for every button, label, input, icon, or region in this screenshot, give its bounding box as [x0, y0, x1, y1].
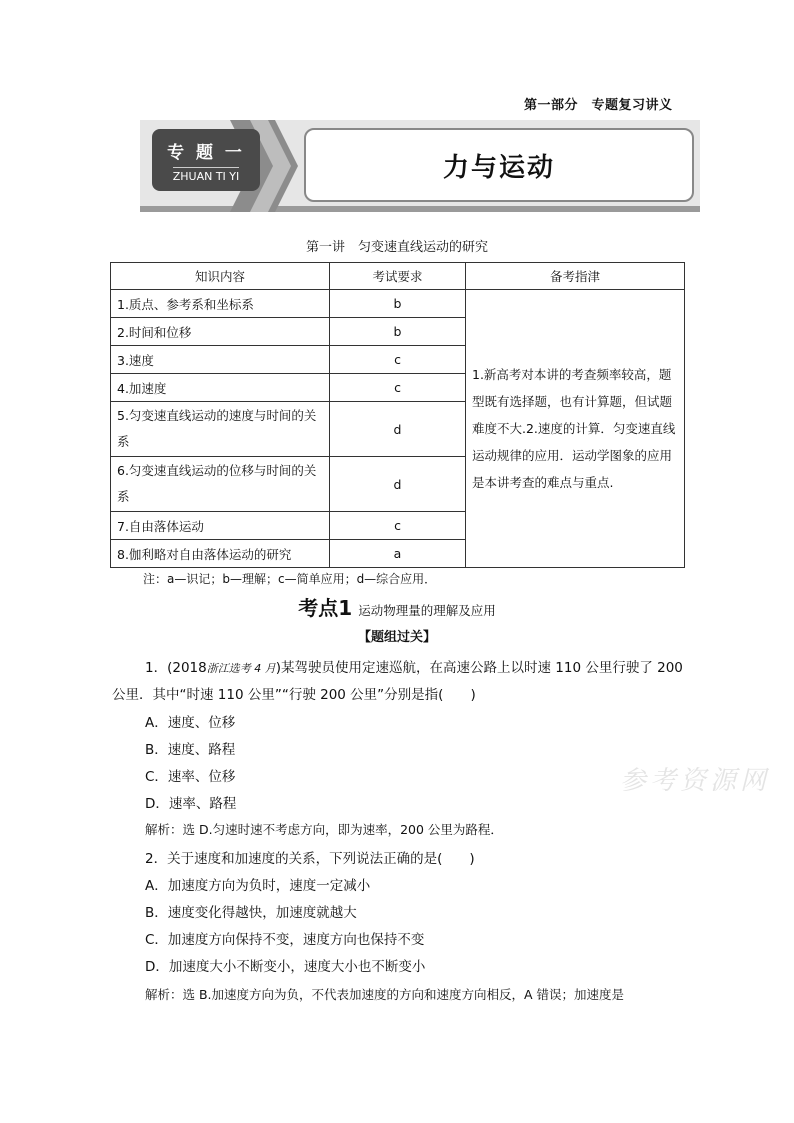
row-requirement: b	[330, 318, 466, 346]
row-requirement: d	[330, 402, 466, 457]
q1-source: 浙江选考 4 月	[206, 662, 276, 675]
badge-title: 专 题 一	[167, 143, 245, 163]
row-topic: 6.匀变速直线运动的位移与时间的关系	[111, 457, 330, 512]
q2-option-b: B．速度变化得越快，加速度就越大	[145, 905, 357, 921]
table-row	[111, 290, 685, 318]
row-topic: 4.加速度	[111, 374, 330, 402]
header-guide: 备考指津	[466, 263, 685, 290]
row-topic: 2.时间和位移	[111, 318, 330, 346]
row-topic: 8.伽利略对自由落体运动的研究	[111, 540, 330, 568]
topic-badge	[152, 129, 260, 191]
guide-cell: 1.新高考对本讲的考查频率较高，题型既有选择题，也有计算题，但试题难度不大.2.速度的计算．匀变速直线运动规律的应用．运动学图象的应用是本讲考查的难点与重点.	[466, 290, 685, 568]
q1-analysis: 解析：选 D.匀速时速不考虑方向，即为速率，200 公里为路程．	[145, 822, 503, 837]
row-topic: 3.速度	[111, 346, 330, 374]
row-topic: 5.匀变速直线运动的速度与时间的关系	[111, 402, 330, 457]
knowledge-table	[110, 262, 685, 568]
q2-stem: 2．关于速度和加速度的关系，下列说法正确的是( )	[145, 851, 475, 867]
row-requirement: c	[330, 374, 466, 402]
group-title: 【题组过关】	[357, 630, 436, 645]
row-requirement: d	[330, 457, 466, 512]
row-topic: 7.自由落体运动	[111, 512, 330, 540]
q2-option-d: D．加速度大小不断变小，速度大小也不断变小	[145, 959, 426, 975]
q1-option-a: A．速度、位移	[145, 715, 236, 731]
section-header: 第一部分 专题复习讲义	[524, 98, 673, 113]
q1-option-c: C．速率、位移	[145, 769, 236, 785]
row-requirement: c	[330, 346, 466, 374]
q1-option-d: D．速率、路程	[145, 796, 237, 812]
row-requirement: b	[330, 290, 466, 318]
row-topic: 1.质点、参考系和坐标系	[111, 290, 330, 318]
table-note: 注：a—识记；b—理解；c—简单应用；d—综合应用．	[143, 572, 437, 586]
q1-prefix: 1．(2018	[145, 660, 207, 676]
kaodian-number: 1	[338, 596, 353, 620]
row-requirement: c	[330, 512, 466, 540]
kaodian-heading	[0, 592, 794, 621]
q1-line1-rest: )某驾驶员使用定速巡航，在高速公路上以时速 110 公里行驶了 200	[275, 660, 683, 676]
header-topic: 知识内容	[111, 263, 330, 290]
page-title: 力与运动	[304, 128, 694, 202]
table-header-row	[111, 263, 685, 290]
header-requirement: 考试要求	[330, 263, 466, 290]
lecture-title: 第一讲 匀变速直线运动的研究	[305, 240, 488, 255]
watermark: 参考资源网	[620, 766, 771, 796]
kaodian-label: 考点	[298, 596, 339, 620]
q2-option-a: A．加速度方向为负时，速度一定减小	[145, 878, 371, 894]
kaodian-title: 运动物理量的理解及应用	[358, 603, 496, 618]
q1-option-b: B．速度、路程	[145, 742, 236, 758]
badge-subtitle: ZHUAN TI YI	[173, 167, 240, 183]
q2-option-c: C．加速度方向保持不变，速度方向也保持不变	[145, 932, 425, 948]
q1-line2: 公里．其中“时速 110 公里”“行驶 200 公里”分别是指( )	[112, 687, 476, 703]
q2-analysis: 解析：选 B.加速度方向为负，不代表加速度的方向和速度方向相反，A 错误；加速度是	[145, 987, 625, 1002]
row-requirement: a	[330, 540, 466, 568]
q1-line1	[145, 656, 683, 676]
